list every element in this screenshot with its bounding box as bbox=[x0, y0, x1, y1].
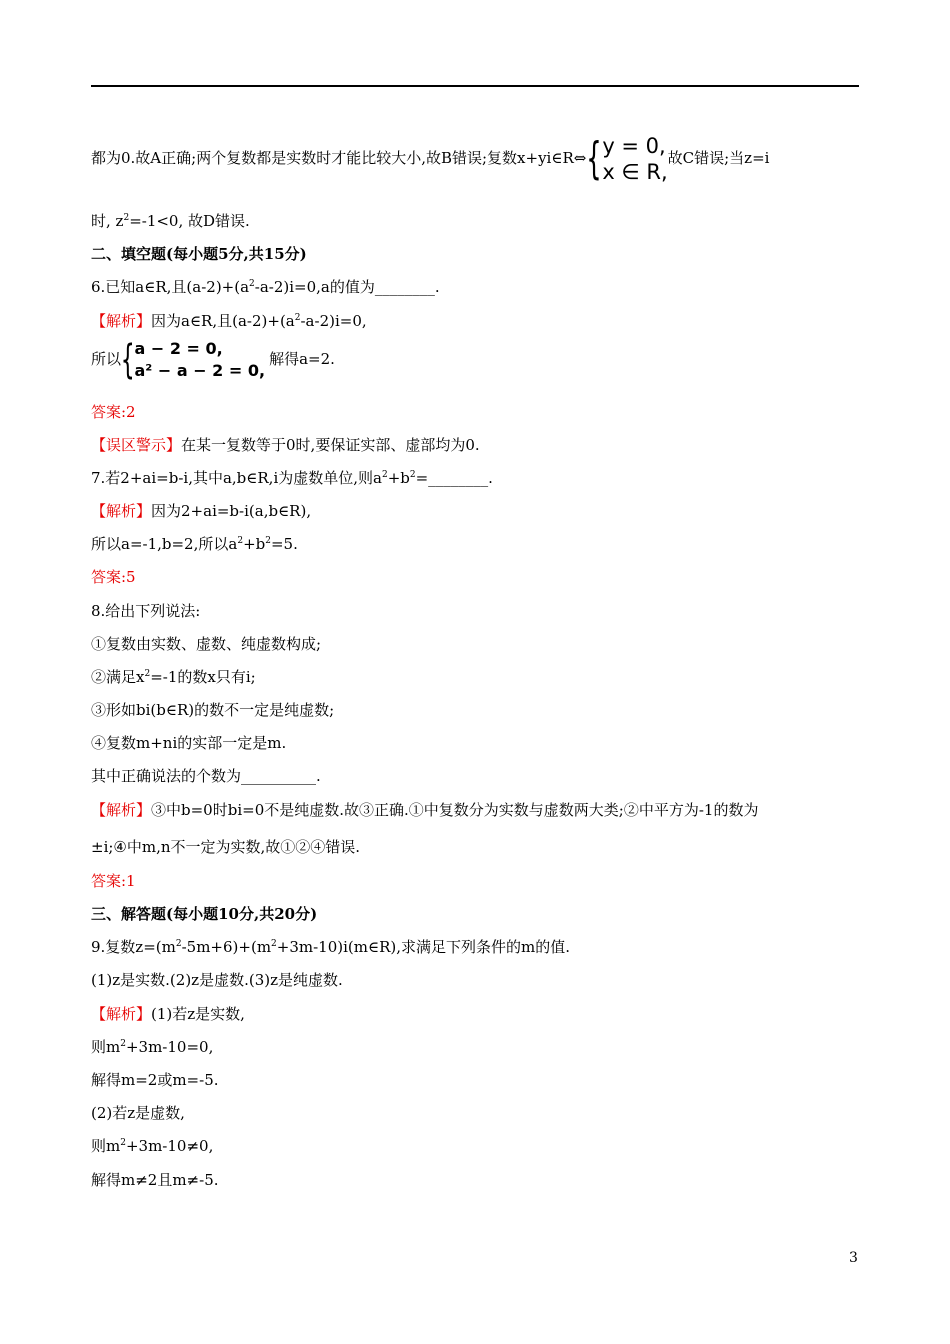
q7-solution bbox=[91, 501, 311, 521]
p2-text-b: =-1<0, 故D错误. bbox=[129, 212, 250, 230]
q6-line bbox=[91, 277, 440, 297]
q8-solution-1 bbox=[91, 800, 758, 820]
q6-text-b: -a-2)i=0,a的值为________. bbox=[254, 278, 440, 296]
q6-solution-2 bbox=[91, 338, 335, 382]
q8-solution-2: ±i;④中m,n不一定为实数,故①②④错误. bbox=[91, 838, 361, 856]
q6s-text-a: 因为a∈R,且(a-2)+(a bbox=[151, 312, 295, 330]
system-row-1: a − 2 = 0, bbox=[134, 339, 223, 358]
q9-solution-4: (2)若z是虚数, bbox=[91, 1104, 185, 1122]
superscript: 2 bbox=[265, 536, 271, 546]
p1-text-a: 都为0.故A正确;两个复数都是实数时才能比较大小,故B错误;复数x+yi∈R⇔ bbox=[91, 149, 587, 167]
section-3-heading: 三、解答题(每小题10分,共20分) bbox=[91, 905, 318, 923]
superscript: 2 bbox=[144, 669, 151, 679]
q8-item-3: ③形如bi(b∈R)的数不一定是纯虚数; bbox=[91, 701, 335, 719]
q9-text-c: +3m-10)i(m∈R),求满足下列条件的m的值. bbox=[276, 938, 571, 956]
section-2-heading: 二、填空题(每小题5分,共15分) bbox=[91, 245, 307, 263]
superscript: 2 bbox=[120, 1138, 126, 1148]
q9-solution-2 bbox=[91, 1037, 213, 1057]
q8i2-text-a: ②满足x bbox=[91, 668, 145, 686]
solution-tag: 【解析】 bbox=[91, 1005, 152, 1023]
q8-answer: 答案:1 bbox=[91, 872, 136, 890]
q6s2-text-a: 所以 bbox=[91, 350, 122, 368]
q9-solution-6: 解得m≠2且m≠-5. bbox=[91, 1171, 219, 1189]
q8-item-1: ①复数由实数、虚数、纯虚数构成; bbox=[91, 635, 322, 653]
q7s2-text-b: +b bbox=[243, 535, 266, 553]
q7-answer: 答案:5 bbox=[91, 568, 136, 586]
q7-text-a: 7.若2+ai=b-i,其中a,b∈R,i为虚数单位,则a bbox=[91, 469, 382, 487]
warning-text: 在某一复数等于0时,要保证实部、虚部均为0. bbox=[181, 436, 480, 454]
q7s2-text-c: =5. bbox=[270, 535, 298, 553]
q9-text-b: -5m+6)+(m bbox=[181, 938, 272, 956]
q9s5-text-b: +3m-10≠0, bbox=[125, 1137, 214, 1155]
q6-warning bbox=[91, 435, 480, 455]
q6s-text-b: -a-2)i=0, bbox=[300, 312, 367, 330]
q7-solution-2 bbox=[91, 534, 298, 554]
solution-tag: 【解析】 bbox=[91, 312, 152, 330]
system-row-2: x ∈ R, bbox=[602, 160, 668, 184]
q7s2-text-a: 所以a=-1,b=2,所以a bbox=[91, 535, 238, 553]
brace-icon: { bbox=[120, 337, 135, 383]
q8-question: 其中正确说法的个数为__________. bbox=[91, 767, 321, 785]
system-a bbox=[134, 338, 265, 382]
q9s2-text-a: 则m bbox=[91, 1038, 121, 1056]
q8i2-text-b: =-1的数x只有i; bbox=[150, 668, 256, 686]
p2-text-a: 时, z bbox=[91, 212, 124, 230]
q6-solution bbox=[91, 311, 367, 331]
q9-text-a: 9.复数z=(m bbox=[91, 938, 176, 956]
brace-icon: { bbox=[586, 133, 603, 184]
superscript: 2 bbox=[120, 1039, 126, 1049]
q8s-line-1: ③中b=0时bi=0不是纯虚数.故③正确.①中复数分为实数与虚数两大类;②中平方为-1的数为 bbox=[151, 801, 759, 819]
superscript: 2 bbox=[237, 536, 244, 546]
p1-text-b: 故C错误;当z=i bbox=[667, 149, 770, 167]
q6s2-text-b: 解得a=2. bbox=[269, 350, 335, 368]
q9s5-text-a: 则m bbox=[91, 1137, 121, 1155]
q9s2-text-b: +3m-10=0, bbox=[125, 1038, 214, 1056]
superscript: 2 bbox=[175, 939, 182, 949]
q9-solution bbox=[91, 1004, 245, 1024]
q9-solution-3: 解得m=2或m=-5. bbox=[91, 1071, 219, 1089]
system-xy bbox=[602, 133, 667, 185]
q7-line bbox=[91, 468, 493, 488]
header-rule bbox=[91, 85, 859, 87]
superscript: 2 bbox=[271, 939, 277, 949]
q9-parts: (1)z是实数.(2)z是虚数.(3)z是纯虚数. bbox=[91, 971, 343, 989]
q8-line: 8.给出下列说法: bbox=[91, 602, 201, 620]
superscript: 2 bbox=[294, 313, 301, 323]
solution-tag: 【解析】 bbox=[91, 502, 152, 520]
superscript: 2 bbox=[249, 279, 255, 289]
q6-text-a: 6.已知a∈R,且(a-2)+(a bbox=[91, 278, 250, 296]
page-number: 3 bbox=[849, 1250, 858, 1266]
q6-answer: 答案:2 bbox=[91, 403, 136, 421]
q7s-text: 因为2+ai=b-i(a,b∈R), bbox=[151, 502, 312, 520]
q8-item-4: ④复数m+ni的实部一定是m. bbox=[91, 734, 287, 752]
q7-text-b: +b bbox=[387, 469, 410, 487]
p1-line bbox=[91, 133, 769, 185]
q9s-text: (1)若z是实数, bbox=[151, 1005, 245, 1023]
q9-line bbox=[91, 937, 570, 957]
system-row-1: y = 0, bbox=[602, 134, 666, 158]
system-row-2: a² − a − 2 = 0, bbox=[134, 361, 266, 380]
superscript: 2 bbox=[123, 213, 130, 223]
q9-solution-5 bbox=[91, 1136, 213, 1156]
warning-tag: 【误区警示】 bbox=[91, 436, 182, 454]
q8-item-2 bbox=[91, 667, 256, 687]
superscript: 2 bbox=[409, 470, 416, 480]
q7-text-c: =________. bbox=[415, 469, 493, 487]
superscript: 2 bbox=[381, 470, 388, 480]
p2-line bbox=[91, 211, 250, 231]
solution-tag: 【解析】 bbox=[91, 801, 152, 819]
